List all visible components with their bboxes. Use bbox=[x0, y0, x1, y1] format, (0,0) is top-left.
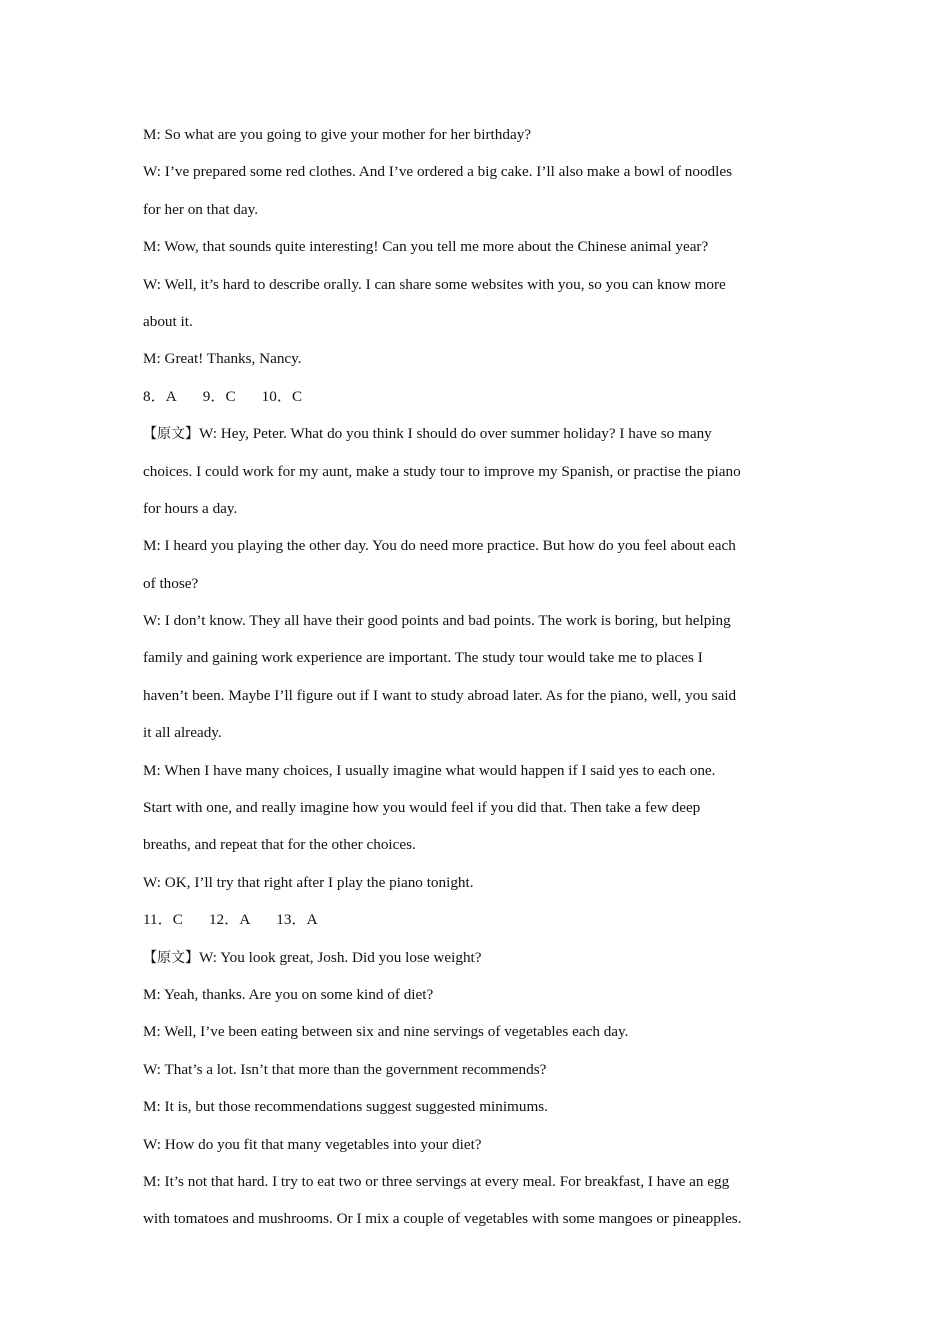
answer-9: 9．C bbox=[202, 387, 236, 405]
dialogue-line: choices. I could work for my aunt, make a study tour to improve my Spanish, or practise the piano bbox=[143, 462, 741, 480]
dialogue-line: W: Well, it’s hard to describe orally. I can share some websites with you, so you can know more bbox=[143, 275, 726, 293]
dialogue-line: M: So what are you going to give your mother for her birthday? bbox=[143, 126, 532, 143]
dialogue-line: W: I’ve prepared some red clothes. And I’ve ordered a big cake. I’ll also make a bowl of noodles bbox=[143, 163, 732, 181]
dialogue-line: about it. bbox=[143, 312, 193, 330]
dialogue-line: M: Yeah, thanks. Are you on some kind of diet? bbox=[143, 985, 434, 1003]
dialogue-line: it all already. bbox=[143, 724, 222, 742]
dialogue-line: Start with one, and really imagine how you would feel if you did that. Then take a few deep bbox=[143, 799, 701, 817]
transcript-text bbox=[143, 116, 808, 1238]
answer-13: 13．A bbox=[276, 911, 318, 929]
dialogue-line: M: I heard you playing the other day. You do need more practice. But how do you feel about each bbox=[143, 537, 736, 555]
answer-10: 10．C bbox=[261, 387, 303, 405]
dialogue-line: W: I don’t know. They all have their good points and bad points. The work is boring, but helping bbox=[143, 612, 731, 630]
dialogue-line: W: How do you fit that many vegetables into your diet? bbox=[143, 1135, 482, 1153]
dialogue-line: M: It’s not that hard. I try to eat two or three servings at every meal. For breakfast, I have an egg bbox=[143, 1172, 730, 1190]
dialogue-line: W: That’s a lot. Isn’t that more than the government recommends? bbox=[143, 1060, 547, 1078]
dialogue-line: for hours a day. bbox=[143, 499, 238, 517]
dialogue-line: of those? bbox=[143, 574, 199, 592]
dialogue-line: family and gaining work experience are important. The study tour would take me to places I bbox=[143, 649, 703, 667]
answer-11: 11．C bbox=[143, 911, 183, 929]
dialogue-line: for her on that day. bbox=[143, 200, 258, 218]
answer-8: 8．A bbox=[143, 387, 177, 405]
dialogue-line: haven’t been. Maybe I’ll figure out if I want to study abroad later. As for the piano, well, you said bbox=[143, 686, 737, 704]
dialogue-line: with tomatoes and mushrooms. Or I mix a couple of vegetables with some mangoes or pineapples. bbox=[143, 1210, 742, 1228]
dialogue-line: W: OK, I’ll try that right after I play the piano tonight. bbox=[143, 873, 474, 891]
dialogue-line: M: Well, I’ve been eating between six and nine servings of vegetables each day. bbox=[143, 1023, 629, 1041]
transcript-tag: 【原文】 bbox=[143, 426, 199, 443]
transcript-start-line bbox=[143, 415, 808, 452]
dialogue-line: W: Hey, Peter. What do you think I should do over summer holiday? I have so many bbox=[199, 425, 712, 443]
answer-key-row bbox=[143, 901, 808, 938]
answer-key-row bbox=[143, 378, 808, 415]
dialogue-line: M: Wow, that sounds quite interesting! Can you tell me more about the Chinese animal year? bbox=[143, 238, 709, 256]
dialogue-line: M: Great! Thanks, Nancy. bbox=[143, 350, 302, 368]
transcript-start-line bbox=[143, 939, 808, 976]
answer-12: 12．A bbox=[208, 911, 251, 929]
transcript-tag: 【原文】 bbox=[143, 949, 199, 966]
dialogue-line: W: You look great, Josh. Did you lose weight? bbox=[199, 948, 482, 966]
dialogue-line: M: When I have many choices, I usually imagine what would happen if I said yes to each one. bbox=[143, 761, 716, 779]
dialogue-line: M: It is, but those recommendations suggest suggested minimums. bbox=[143, 1098, 548, 1116]
dialogue-line: breaths, and repeat that for the other choices. bbox=[143, 836, 416, 854]
